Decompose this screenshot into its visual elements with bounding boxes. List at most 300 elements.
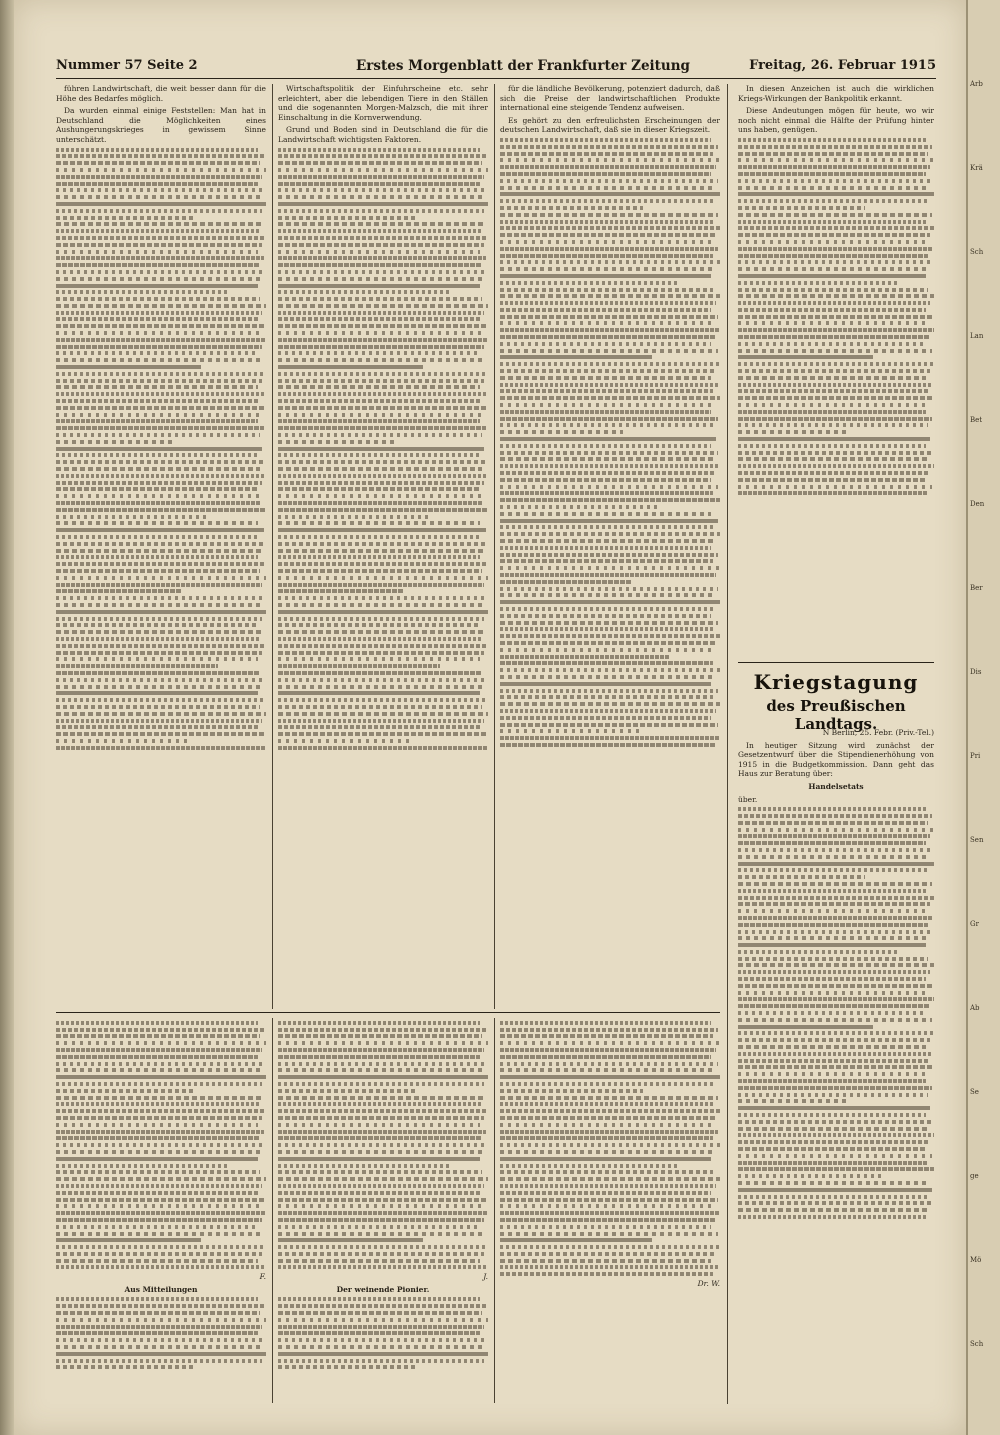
text-line [738,834,930,838]
feuilleton-story-text [278,1297,488,1369]
text-line [278,732,486,736]
page-header [56,58,936,78]
text-line [738,950,899,954]
text-line [738,281,899,285]
text-line [500,1225,711,1229]
text-line [56,426,264,430]
text-line [278,250,480,254]
text-line [500,1232,718,1236]
text-line [500,389,713,393]
text-line [738,841,926,845]
text-line [56,1096,264,1100]
text-line [278,685,484,689]
text-line [278,1318,488,1322]
text-line [500,403,716,407]
text-line [56,542,266,546]
text-line [500,1265,718,1269]
text-line [738,1031,934,1035]
adjacent-page-fragment: Lan [970,332,984,340]
text-line [56,1075,266,1079]
text-line [500,553,718,557]
text-line [278,610,488,614]
adjacent-page-fragment: Gr [970,920,979,928]
text-line [278,705,482,709]
text-line [56,719,262,723]
text-line [500,512,711,516]
text-line [56,1345,260,1349]
text-line [738,1133,934,1137]
text-line [500,566,720,570]
headline-landtag: des Preußischen Landtags. [766,697,906,733]
text-line [738,396,934,400]
landtag-section-title: Handelsetats [808,781,864,791]
text-line [278,1304,486,1308]
text-line [278,1021,480,1025]
text-line [500,1191,711,1195]
column-4 [738,84,934,654]
text-line [278,195,482,199]
text-line [56,583,262,587]
text-line [738,457,928,461]
text-line [500,328,720,332]
text-line [738,1154,932,1158]
text-line [56,1238,201,1242]
text-line [738,1215,926,1219]
text-line [278,630,486,634]
text-line [738,957,928,961]
text-line [56,1311,260,1315]
text-line [738,226,934,230]
text-line [56,1365,193,1369]
text-line [278,1028,486,1032]
text-line [738,868,930,872]
text-line [738,186,928,190]
text-line [500,301,716,305]
text-line [278,1062,486,1066]
text-line [56,317,258,321]
column-4-paragraph: Diese Andeutungen mögen für heute, wo wir noch nicht einmal die Hälfte der Prüfung hinter uns haben, genügen. [738,106,934,135]
text-line [500,417,718,421]
text-line [500,260,720,264]
text-line [278,365,423,369]
text-line [278,1345,482,1349]
text-line [500,648,711,652]
text-line [278,161,482,165]
text-line [56,644,266,648]
text-line [56,664,218,668]
text-line [56,1157,258,1161]
text-line [56,732,264,736]
text-line [278,1331,480,1335]
text-line [500,634,720,638]
text-line [738,936,930,940]
text-line [278,1191,480,1195]
text-line [500,621,718,625]
column-divider [494,84,495,1009]
text-line [500,1170,713,1174]
feuilleton-signature: Dr. W. [697,1279,720,1289]
text-line [500,491,713,495]
text-line [278,1225,480,1229]
adjacent-page-fragment: Krä [970,164,983,172]
text-line [56,229,260,233]
text-line [738,192,934,196]
text-line [278,1082,484,1086]
text-line [500,1184,716,1188]
text-line [500,335,716,339]
text-line [56,603,260,607]
column-2-body-text [278,148,488,750]
text-line [500,498,720,502]
text-line [278,229,482,233]
text-line [500,1164,680,1168]
text-line [56,447,262,451]
text-line [278,515,431,519]
text-line [500,383,718,387]
text-line [738,274,926,278]
text-line [500,1021,711,1025]
text-line [738,1079,926,1083]
text-line [278,569,482,573]
text-line [56,1109,266,1113]
text-line [278,338,488,342]
text-line [278,372,488,376]
text-line [500,1218,716,1222]
text-line [738,1140,930,1144]
text-line [278,589,404,593]
text-line [500,1028,718,1032]
text-line [738,1127,928,1131]
text-line [500,505,661,509]
text-line [278,719,484,723]
text-line [56,1055,258,1059]
adjacent-page-fragment: Ber [970,584,983,592]
feuilleton-intro-text [56,1021,266,1270]
text-line [500,315,718,319]
column-3-paragraph: Es gehört zu den erfreulichsten Erscheinungen der deutschen Landwirtschaft, daß sie in dieser Kriegszeit. [500,115,720,135]
feuilleton-signature: J. [483,1272,488,1282]
text-line [56,487,258,491]
page-gutter [0,0,14,1435]
adjacent-page-fragment: Arb [970,80,983,88]
text-line [56,188,264,192]
text-line [278,1150,484,1154]
text-line [500,485,718,489]
column-1-paragraph: führen Landwirtschaft, die weit besser dann für die Höhe des Bedarfes möglich. [56,84,266,103]
text-line [278,521,480,525]
text-line [278,644,488,648]
text-line [56,236,266,240]
text-line [56,712,266,716]
adjacent-page-fragment: Sen [970,836,984,844]
text-line [500,580,632,584]
adjacent-page-fragment: Ab [970,1004,980,1012]
text-line [56,494,264,498]
text-line [56,182,258,186]
text-line [738,138,926,142]
text-line [738,430,848,434]
text-line [56,263,260,267]
text-line [56,453,258,457]
text-line [56,555,258,559]
text-line [278,501,482,505]
text-line [500,206,643,210]
text-line [738,909,926,913]
text-line [56,1021,258,1025]
text-line [500,369,716,373]
text-line [500,451,718,455]
text-line [500,1102,713,1106]
text-line [500,457,713,461]
headline-kriegstagung: Kriegstagung [753,670,919,694]
text-line [56,338,266,342]
text-line [278,481,484,485]
text-line [56,1297,258,1301]
text-line [56,175,262,179]
text-line [56,589,182,593]
text-line [56,1331,258,1335]
text-line [738,828,934,832]
text-line [56,549,262,553]
text-line [278,433,482,437]
text-line [500,1096,718,1100]
text-line [500,349,718,353]
text-line [500,716,711,720]
text-line [500,281,680,285]
text-line [738,1188,932,1192]
text-line [500,1041,720,1045]
text-line [738,328,934,332]
text-line [278,549,484,553]
column-divider [727,84,728,1404]
text-line [500,627,713,631]
feuilleton-story-title: Der weinende Pionier. [336,1284,430,1294]
text-line [278,1102,482,1106]
text-line [500,1109,720,1113]
text-line [738,963,934,967]
text-line [738,1045,926,1049]
text-line [56,1304,264,1308]
text-line [738,1195,928,1199]
text-line [278,637,482,641]
text-line [738,1208,930,1212]
text-line [278,698,486,702]
text-line [738,342,926,346]
text-line [56,725,258,729]
text-line [56,630,264,634]
text-line [278,168,488,172]
text-line [278,154,486,158]
text-line [738,294,934,298]
text-line [500,1238,652,1242]
text-line [738,165,930,169]
text-line [278,542,488,546]
column-4-body-text [738,138,934,495]
text-line [278,297,482,301]
text-line [500,1157,711,1161]
text-line [278,236,488,240]
text-line [738,1161,928,1165]
text-line [500,743,716,747]
text-line [738,485,932,489]
text-line [56,657,258,661]
text-line [278,1164,450,1168]
text-line [738,179,932,183]
text-line [278,270,488,274]
text-line [278,1265,486,1269]
text-line [56,290,228,294]
text-line [500,689,718,693]
text-line [278,209,484,213]
text-line [278,1252,484,1256]
text-line [500,1198,718,1202]
text-line [500,607,716,611]
adjacent-page-fragment: Mö [970,1256,982,1264]
text-line [500,709,716,713]
adjacent-page-fragment: Den [970,500,985,508]
adjacent-page-edge [966,0,1000,1435]
text-line [738,977,926,981]
text-line [738,260,934,264]
text-line [500,430,623,434]
text-line [56,324,264,328]
text-line [738,349,932,353]
text-line [738,923,928,927]
text-line [278,474,488,478]
text-line [56,698,264,702]
text-line [56,1265,264,1269]
header-rule [56,78,936,79]
text-line [56,222,264,226]
text-line [278,678,488,682]
text-line [500,525,713,529]
text-line [56,358,264,362]
text-line [56,154,264,158]
text-line [56,270,266,274]
text-line [738,896,934,900]
text-line [278,182,480,186]
text-line [500,342,711,346]
text-line [278,664,440,668]
text-line [278,623,480,627]
text-line [278,351,480,355]
text-line [738,247,932,251]
text-line [738,1147,926,1151]
text-line [738,376,926,380]
text-line [500,321,713,325]
text-line [500,199,716,203]
text-line [738,288,928,292]
text-line [56,562,264,566]
text-line [738,389,928,393]
text-line [278,576,488,580]
text-line [500,267,716,271]
text-line [500,308,711,312]
column-1-body-text [56,148,266,750]
text-line [278,1123,480,1127]
text-line [278,304,488,308]
header-page-number: Nummer 57 Seite 2 [56,58,198,73]
text-line [278,379,484,383]
text-line [56,379,262,383]
text-line [278,562,486,566]
text-line [738,471,930,475]
text-line [56,1102,260,1106]
text-line [500,1062,718,1066]
text-line [738,369,930,373]
text-line [278,1245,488,1249]
text-line [500,240,711,244]
text-line [500,1075,720,1079]
text-line [500,1089,643,1093]
text-line [278,494,486,498]
text-line [278,1325,484,1329]
text-line [278,202,488,206]
adjacent-page-fragment: Bet [970,416,983,424]
text-line [56,331,260,335]
column-4-paragraph: In diesen Anzeichen ist auch die wirklichen Kriegs-Wirkungen der Bankpolitik erkannt. [738,84,934,103]
text-line [278,426,486,430]
text-line [738,889,928,893]
text-line [738,943,926,947]
text-line [738,807,926,811]
text-line [56,1211,266,1215]
text-line [56,1184,262,1188]
text-line [738,848,932,852]
text-line [278,1136,482,1140]
text-line [738,423,928,427]
text-line [500,668,720,672]
text-line [738,882,932,886]
text-line [500,376,711,380]
text-line [738,1099,848,1103]
text-line [56,1123,258,1127]
text-line [56,637,260,641]
text-line [56,705,260,709]
feuilleton-column-3-text [500,1021,720,1276]
text-line [278,419,480,423]
text-line [500,444,711,448]
text-line [278,1170,482,1174]
text-line [500,355,652,359]
text-line [56,460,264,464]
text-line [56,351,258,355]
text-line [738,1174,881,1178]
feuilleton-column-3 [500,1018,720,1403]
text-line [738,1052,932,1056]
text-line [738,916,932,920]
text-line [278,263,482,267]
text-line [500,1211,720,1215]
text-line [278,1130,486,1134]
text-line [56,678,266,682]
text-line [278,317,480,321]
text-line [500,437,716,441]
text-line [278,1297,480,1301]
text-line [738,213,932,217]
text-line [278,1184,484,1188]
feuilleton-section-title: Aus Mitteilungen [124,1284,198,1294]
text-line [500,573,716,577]
text-line [278,535,482,539]
text-line [56,651,262,655]
text-line [278,440,396,444]
text-line [278,1048,484,1052]
text-line [56,202,266,206]
text-line [56,521,258,525]
text-line [278,216,415,220]
adjacent-page-fragment: Pri [970,752,981,760]
